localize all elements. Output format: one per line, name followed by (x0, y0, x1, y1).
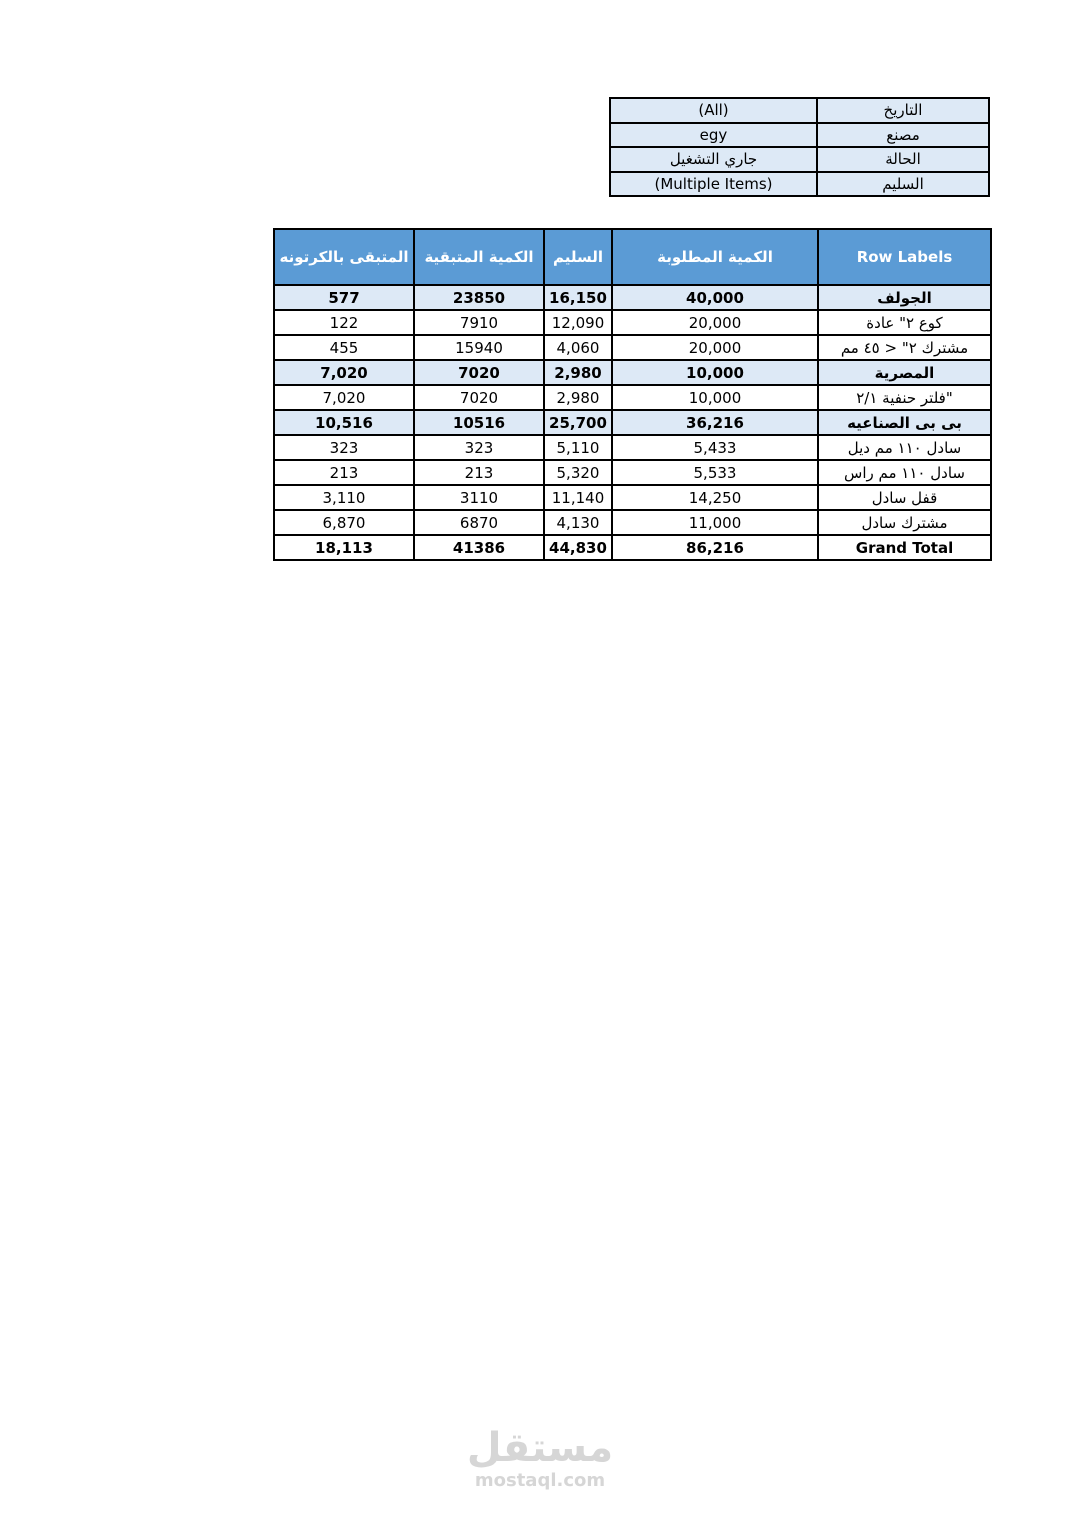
filter-row-date (610, 98, 989, 123)
filter-label-sound: السليم (817, 172, 989, 197)
pivot-table (273, 228, 992, 561)
cell-cartons[interactable]: 3,110 (274, 485, 414, 510)
cell-required[interactable]: 20,000 (612, 335, 818, 360)
cell-required[interactable]: 11,000 (612, 510, 818, 535)
total-required[interactable]: 86,216 (612, 535, 818, 560)
cell-required[interactable]: 10,000 (612, 360, 818, 385)
filter-label-factory: مصنع (817, 123, 989, 148)
pivot-item-row[interactable] (274, 310, 991, 335)
cell-remaining[interactable]: 6870 (414, 510, 544, 535)
cell-sound[interactable]: 12,090 (544, 310, 612, 335)
total-label[interactable]: Grand Total (818, 535, 991, 560)
cell-cartons[interactable]: 122 (274, 310, 414, 335)
pivot-item-row[interactable] (274, 485, 991, 510)
header-required-qty[interactable]: الكمية المطلوبة (612, 229, 818, 285)
cell-sound[interactable]: 25,700 (544, 410, 612, 435)
cell-cartons[interactable]: 455 (274, 335, 414, 360)
cell-required[interactable]: 20,000 (612, 310, 818, 335)
cell-sound[interactable]: 2,980 (544, 385, 612, 410)
cell-sound[interactable]: 5,320 (544, 460, 612, 485)
cell-row-label[interactable]: سادل ١١٠ مم راس (818, 460, 991, 485)
pivot-group-row[interactable] (274, 285, 991, 310)
pivot-group-row[interactable] (274, 360, 991, 385)
cell-row-label[interactable]: المصرية (818, 360, 991, 385)
cell-required[interactable]: 36,216 (612, 410, 818, 435)
filter-row-factory (610, 123, 989, 148)
filter-value-date[interactable]: (All) (610, 98, 817, 123)
filter-value-status[interactable]: جاري التشغيل (610, 147, 817, 172)
pivot-item-row[interactable] (274, 335, 991, 360)
cell-remaining[interactable]: 23850 (414, 285, 544, 310)
cell-remaining[interactable]: 7020 (414, 385, 544, 410)
filter-row-sound (610, 172, 989, 197)
pivot-header-row (274, 229, 991, 285)
cell-cartons[interactable]: 10,516 (274, 410, 414, 435)
pivot-item-row[interactable] (274, 435, 991, 460)
total-cartons[interactable]: 18,113 (274, 535, 414, 560)
watermark-url: mostaql.com (474, 1470, 606, 1491)
cell-row-label[interactable]: سادل ١١٠ مم ديل (818, 435, 991, 460)
header-sound[interactable]: السليم (544, 229, 612, 285)
filter-label-status: الحالة (817, 147, 989, 172)
total-sound[interactable]: 44,830 (544, 535, 612, 560)
filter-row-status (610, 147, 989, 172)
header-remaining-qty[interactable]: الكمية المتبقية (414, 229, 544, 285)
cell-sound[interactable]: 4,130 (544, 510, 612, 535)
header-remaining-cartons[interactable]: المتبقى بالكرتونه (274, 229, 414, 285)
cell-cartons[interactable]: 213 (274, 460, 414, 485)
cell-sound[interactable]: 16,150 (544, 285, 612, 310)
pivot-item-row[interactable] (274, 510, 991, 535)
cell-row-label[interactable]: قفل سادل (818, 485, 991, 510)
cell-required[interactable]: 5,433 (612, 435, 818, 460)
cell-required[interactable]: 10,000 (612, 385, 818, 410)
filter-value-sound[interactable]: (Multiple Items) (610, 172, 817, 197)
pivot-grand-total-row[interactable] (274, 535, 991, 560)
cell-row-label[interactable]: كوع ٢" عادة (818, 310, 991, 335)
cell-row-label[interactable]: الجولف (818, 285, 991, 310)
pivot-group-row[interactable] (274, 410, 991, 435)
cell-cartons[interactable]: 577 (274, 285, 414, 310)
filter-label-date: التاريخ (817, 98, 989, 123)
cell-row-label[interactable]: فلتر حنفية ٢/١" (818, 385, 991, 410)
cell-sound[interactable]: 2,980 (544, 360, 612, 385)
cell-required[interactable]: 40,000 (612, 285, 818, 310)
cell-cartons[interactable]: 323 (274, 435, 414, 460)
cell-remaining[interactable]: 323 (414, 435, 544, 460)
cell-required[interactable]: 5,533 (612, 460, 818, 485)
pivot-item-row[interactable] (274, 460, 991, 485)
watermark-logo: مستقل (466, 1425, 614, 1471)
header-row-labels[interactable]: Row Labels (818, 229, 991, 285)
watermark (440, 1425, 640, 1491)
cell-sound[interactable]: 5,110 (544, 435, 612, 460)
pivot-item-row[interactable] (274, 385, 991, 410)
cell-remaining[interactable]: 15940 (414, 335, 544, 360)
cell-remaining[interactable]: 3110 (414, 485, 544, 510)
cell-remaining[interactable]: 7910 (414, 310, 544, 335)
cell-remaining[interactable]: 7020 (414, 360, 544, 385)
cell-sound[interactable]: 11,140 (544, 485, 612, 510)
cell-row-label[interactable]: بى بى الصناعيه (818, 410, 991, 435)
cell-cartons[interactable]: 6,870 (274, 510, 414, 535)
cell-remaining[interactable]: 10516 (414, 410, 544, 435)
cell-row-label[interactable]: مشترك ٢" < ٤٥ مم (818, 335, 991, 360)
total-remaining[interactable]: 41386 (414, 535, 544, 560)
cell-required[interactable]: 14,250 (612, 485, 818, 510)
cell-row-label[interactable]: مشترك سادل (818, 510, 991, 535)
filter-value-factory[interactable]: egy (610, 123, 817, 148)
cell-cartons[interactable]: 7,020 (274, 385, 414, 410)
cell-sound[interactable]: 4,060 (544, 335, 612, 360)
cell-cartons[interactable]: 7,020 (274, 360, 414, 385)
cell-remaining[interactable]: 213 (414, 460, 544, 485)
filter-table (609, 97, 990, 197)
